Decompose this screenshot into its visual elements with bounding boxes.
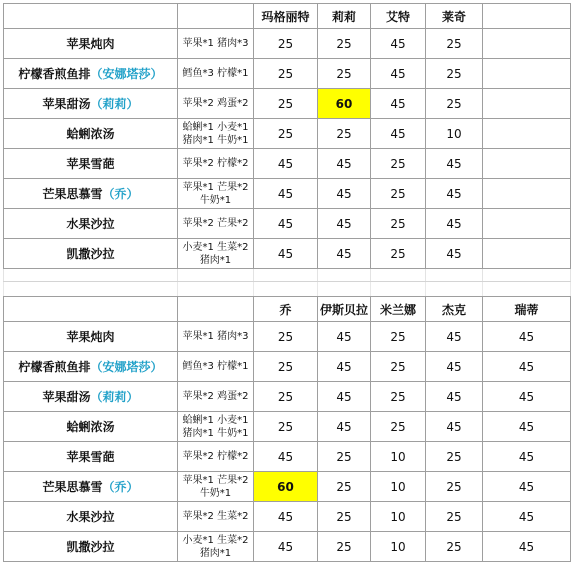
ingredient-line: 苹果*2 柠檬*2: [182, 158, 249, 169]
value-cell[interactable]: [483, 89, 571, 119]
value-cell[interactable]: 25: [318, 442, 371, 472]
dish-name: 凯撒沙拉: [66, 247, 115, 261]
value-cell[interactable]: 25: [318, 119, 371, 149]
value-cell[interactable]: 25: [371, 382, 426, 412]
table2-header-row: [4, 297, 571, 322]
value-cell[interactable]: 25: [318, 29, 371, 59]
dish-name-cell[interactable]: [4, 382, 178, 412]
value-cell[interactable]: 25: [254, 352, 318, 382]
value-cell[interactable]: 25: [426, 532, 483, 562]
dish-name: 水果沙拉: [66, 217, 115, 231]
ingredient-line: 鳕鱼*3 柠檬*1: [182, 68, 249, 79]
table-row: [4, 412, 571, 442]
ingredient-line: 苹果*1 芒果*2: [182, 181, 249, 193]
ingredients-cell[interactable]: [178, 29, 254, 59]
table1-header-row: [4, 4, 571, 29]
column-header-villager[interactable]: [483, 4, 571, 29]
value-cell[interactable]: 25: [254, 119, 318, 149]
column-header-villager[interactable]: 瑞蒂: [483, 297, 571, 322]
dish-name: 柠檬香煎鱼排: [18, 360, 91, 374]
value-cell[interactable]: 45: [483, 472, 571, 502]
column-header-villager[interactable]: 莱奇: [426, 4, 483, 29]
ingredient-line: 牛奶*1: [199, 487, 232, 499]
value-cell[interactable]: 45: [371, 89, 426, 119]
favorite-value-cell[interactable]: 60: [254, 472, 318, 502]
ingredient-line: 苹果*1 芒果*2: [182, 474, 249, 486]
ingredients-cell[interactable]: [178, 472, 254, 502]
dish-name: 苹果雪葩: [66, 157, 115, 171]
table-row: [4, 29, 571, 59]
value-cell[interactable]: 25: [371, 412, 426, 442]
dish-name: 水果沙拉: [66, 510, 115, 524]
dish-villager-tag: （乔）: [102, 480, 139, 494]
value-cell[interactable]: 45: [254, 149, 318, 179]
column-header-villager[interactable]: 杰克: [426, 297, 483, 322]
dish-name: 蛤蜊浓汤: [66, 420, 115, 434]
table-row: [4, 59, 571, 89]
value-cell[interactable]: 25: [318, 532, 371, 562]
value-cell[interactable]: 25: [254, 412, 318, 442]
value-cell[interactable]: 45: [426, 322, 483, 352]
value-cell[interactable]: 10: [371, 502, 426, 532]
value-cell[interactable]: 45: [483, 352, 571, 382]
value-cell[interactable]: 25: [371, 149, 426, 179]
dish-name: 苹果甜汤: [42, 97, 91, 111]
dish-name-cell[interactable]: [4, 412, 178, 442]
ingredient-line: 苹果*1 猪肉*3: [182, 38, 249, 49]
column-header-villager[interactable]: 莉莉: [318, 4, 371, 29]
dish-name-cell[interactable]: [4, 29, 178, 59]
value-cell[interactable]: 45: [483, 442, 571, 472]
value-cell[interactable]: 10: [371, 472, 426, 502]
ingredient-line: 苹果*2 生菜*2: [182, 511, 249, 522]
dish-name-cell[interactable]: [4, 472, 178, 502]
dish-name: 苹果炖肉: [66, 330, 115, 344]
dish-name-cell[interactable]: [4, 322, 178, 352]
value-cell[interactable]: [483, 209, 571, 239]
dish-name-cell[interactable]: [4, 209, 178, 239]
ingredient-line: 猪肉*1: [199, 547, 232, 559]
ingredient-line: 苹果*2 柠檬*2: [182, 451, 249, 462]
value-cell[interactable]: 10: [371, 442, 426, 472]
ingredients-cell[interactable]: [178, 239, 254, 269]
value-cell[interactable]: 25: [371, 239, 426, 269]
dish-villager-tag: （安娜塔莎）: [90, 67, 163, 81]
value-cell[interactable]: 25: [318, 472, 371, 502]
table-row: [4, 322, 571, 352]
empty-cell[interactable]: [4, 282, 178, 297]
value-cell[interactable]: 45: [426, 412, 483, 442]
table-row: [4, 239, 571, 269]
value-cell[interactable]: 25: [371, 322, 426, 352]
value-cell[interactable]: 45: [483, 322, 571, 352]
ingredient-line: 小麦*1 生菜*2: [182, 241, 249, 253]
value-cell[interactable]: 25: [318, 502, 371, 532]
value-cell[interactable]: 45: [254, 179, 318, 209]
value-cell[interactable]: 45: [483, 382, 571, 412]
value-cell[interactable]: 45: [371, 119, 426, 149]
dish-name-cell[interactable]: [4, 89, 178, 119]
value-cell[interactable]: [483, 119, 571, 149]
table-row: [4, 442, 571, 472]
dish-name: 苹果雪葩: [66, 450, 115, 464]
header-blank-cell[interactable]: [178, 297, 254, 322]
value-cell[interactable]: 45: [371, 59, 426, 89]
value-cell[interactable]: 45: [483, 412, 571, 442]
ingredients-cell[interactable]: [178, 59, 254, 89]
value-cell[interactable]: [483, 29, 571, 59]
value-cell[interactable]: 25: [371, 352, 426, 382]
value-cell[interactable]: 25: [254, 29, 318, 59]
value-cell[interactable]: 45: [426, 209, 483, 239]
value-cell[interactable]: [483, 149, 571, 179]
value-cell[interactable]: 45: [318, 239, 371, 269]
value-cell[interactable]: 25: [318, 59, 371, 89]
dish-name-cell[interactable]: [4, 442, 178, 472]
ingredients-cell[interactable]: [178, 382, 254, 412]
dish-name: 苹果甜汤: [42, 390, 91, 404]
value-cell[interactable]: 25: [426, 29, 483, 59]
ingredients-cell[interactable]: [178, 209, 254, 239]
value-cell[interactable]: 45: [254, 532, 318, 562]
value-cell[interactable]: 45: [483, 532, 571, 562]
value-cell[interactable]: 25: [426, 442, 483, 472]
favorite-value-cell[interactable]: 60: [318, 89, 371, 119]
dish-name: 芒果思慕雪: [42, 187, 103, 201]
value-cell[interactable]: 45: [318, 322, 371, 352]
empty-cell[interactable]: [371, 282, 426, 297]
ingredient-line: 苹果*2 鸡蛋*2: [182, 98, 249, 109]
dish-name: 苹果炖肉: [66, 37, 115, 51]
ingredients-cell[interactable]: [178, 442, 254, 472]
table-row: [4, 382, 571, 412]
value-cell[interactable]: 45: [318, 179, 371, 209]
ingredients-cell[interactable]: [178, 322, 254, 352]
empty-cell[interactable]: [426, 269, 483, 282]
dish-name-cell[interactable]: [4, 239, 178, 269]
table-row: [4, 352, 571, 382]
dish-villager-tag: （莉莉）: [90, 97, 139, 111]
column-header-villager[interactable]: 乔: [254, 297, 318, 322]
value-cell[interactable]: 25: [426, 502, 483, 532]
dish-name: 蛤蜊浓汤: [66, 127, 115, 141]
table-row: [4, 209, 571, 239]
ingredients-cell[interactable]: [178, 119, 254, 149]
blank-row: [4, 282, 571, 297]
value-cell[interactable]: 10: [426, 119, 483, 149]
value-cell[interactable]: 45: [254, 239, 318, 269]
value-cell[interactable]: 45: [318, 382, 371, 412]
dish-name-cell[interactable]: [4, 59, 178, 89]
table-row: [4, 179, 571, 209]
ingredient-line: 小麦*1 生菜*2: [182, 534, 249, 546]
dish-name-cell[interactable]: [4, 352, 178, 382]
ingredients-cell[interactable]: [178, 149, 254, 179]
value-cell[interactable]: 45: [426, 352, 483, 382]
dish-villager-tag: （安娜塔莎）: [90, 360, 163, 374]
ingredients-cell[interactable]: [178, 502, 254, 532]
column-header-villager[interactable]: 伊斯贝拉: [318, 297, 371, 322]
value-cell[interactable]: 25: [254, 322, 318, 352]
dish-name-cell[interactable]: [4, 502, 178, 532]
value-cell[interactable]: 45: [426, 239, 483, 269]
value-cell[interactable]: [483, 239, 571, 269]
value-cell[interactable]: 45: [254, 209, 318, 239]
empty-cell[interactable]: [178, 269, 254, 282]
ingredient-line: 苹果*1 猪肉*3: [182, 331, 249, 342]
spreadsheet: [3, 3, 570, 562]
ingredient-line: 苹果*2 芒果*2: [182, 218, 249, 229]
value-cell[interactable]: 25: [426, 472, 483, 502]
ingredients-cell[interactable]: [178, 532, 254, 562]
table-row: [4, 119, 571, 149]
dish-preference-sheet: [3, 3, 571, 562]
empty-cell[interactable]: [4, 269, 178, 282]
empty-cell[interactable]: [318, 269, 371, 282]
table-row: [4, 532, 571, 562]
dish-name-cell[interactable]: [4, 179, 178, 209]
value-cell[interactable]: 10: [371, 532, 426, 562]
header-blank-cell[interactable]: [4, 4, 178, 29]
empty-cell[interactable]: [371, 269, 426, 282]
ingredients-cell[interactable]: [178, 412, 254, 442]
empty-cell[interactable]: [483, 282, 571, 297]
ingredient-line: 蛤蜊*1 小麦*1: [182, 414, 249, 426]
ingredient-line: 苹果*2 鸡蛋*2: [182, 391, 249, 402]
ingredient-line: 猪肉*1: [199, 254, 232, 266]
value-cell[interactable]: 45: [254, 442, 318, 472]
ingredients-cell[interactable]: [178, 179, 254, 209]
ingredient-line: 鳕鱼*3 柠檬*1: [182, 361, 249, 372]
column-header-villager[interactable]: 玛格丽特: [254, 4, 318, 29]
dish-name-cell[interactable]: [4, 119, 178, 149]
dish-name: 凯撒沙拉: [66, 540, 115, 554]
value-cell[interactable]: 45: [426, 149, 483, 179]
column-header-villager[interactable]: 艾特: [371, 4, 426, 29]
value-cell[interactable]: 45: [318, 149, 371, 179]
table-row: [4, 149, 571, 179]
value-cell[interactable]: [483, 59, 571, 89]
ingredients-cell[interactable]: [178, 352, 254, 382]
empty-cell[interactable]: [483, 269, 571, 282]
value-cell[interactable]: 25: [254, 59, 318, 89]
dish-name-cell[interactable]: [4, 532, 178, 562]
value-cell[interactable]: 45: [318, 209, 371, 239]
ingredient-line: 蛤蜊*1 小麦*1: [182, 121, 249, 133]
dish-villager-tag: （莉莉）: [90, 390, 139, 404]
empty-cell[interactable]: [178, 282, 254, 297]
column-header-villager[interactable]: 米兰娜: [371, 297, 426, 322]
value-cell[interactable]: 45: [254, 502, 318, 532]
ingredients-cell[interactable]: [178, 89, 254, 119]
dish-villager-tag: （乔）: [102, 187, 139, 201]
blank-row: [4, 269, 571, 282]
value-cell[interactable]: 45: [426, 179, 483, 209]
empty-cell[interactable]: [254, 282, 318, 297]
value-cell[interactable]: [483, 179, 571, 209]
value-cell[interactable]: 25: [371, 209, 426, 239]
table-row: [4, 472, 571, 502]
ingredient-line: 猪肉*1 牛奶*1: [182, 134, 249, 146]
ingredient-line: 猪肉*1 牛奶*1: [182, 427, 249, 439]
value-cell[interactable]: 25: [426, 59, 483, 89]
value-cell[interactable]: 45: [426, 382, 483, 412]
ingredient-line: 牛奶*1: [199, 194, 232, 206]
table-row: [4, 89, 571, 119]
value-cell[interactable]: 25: [371, 179, 426, 209]
table-row: [4, 502, 571, 532]
value-cell[interactable]: 45: [483, 502, 571, 532]
value-cell[interactable]: 25: [426, 89, 483, 119]
header-blank-cell[interactable]: [4, 297, 178, 322]
value-cell[interactable]: 45: [318, 352, 371, 382]
value-cell[interactable]: 45: [371, 29, 426, 59]
header-blank-cell[interactable]: [178, 4, 254, 29]
empty-cell[interactable]: [318, 282, 371, 297]
dish-name-cell[interactable]: [4, 149, 178, 179]
empty-cell[interactable]: [426, 282, 483, 297]
dish-name: 柠檬香煎鱼排: [18, 67, 91, 81]
dish-name: 芒果思慕雪: [42, 480, 103, 494]
empty-cell[interactable]: [254, 269, 318, 282]
value-cell[interactable]: 25: [254, 382, 318, 412]
value-cell[interactable]: 25: [254, 89, 318, 119]
value-cell[interactable]: 45: [318, 412, 371, 442]
